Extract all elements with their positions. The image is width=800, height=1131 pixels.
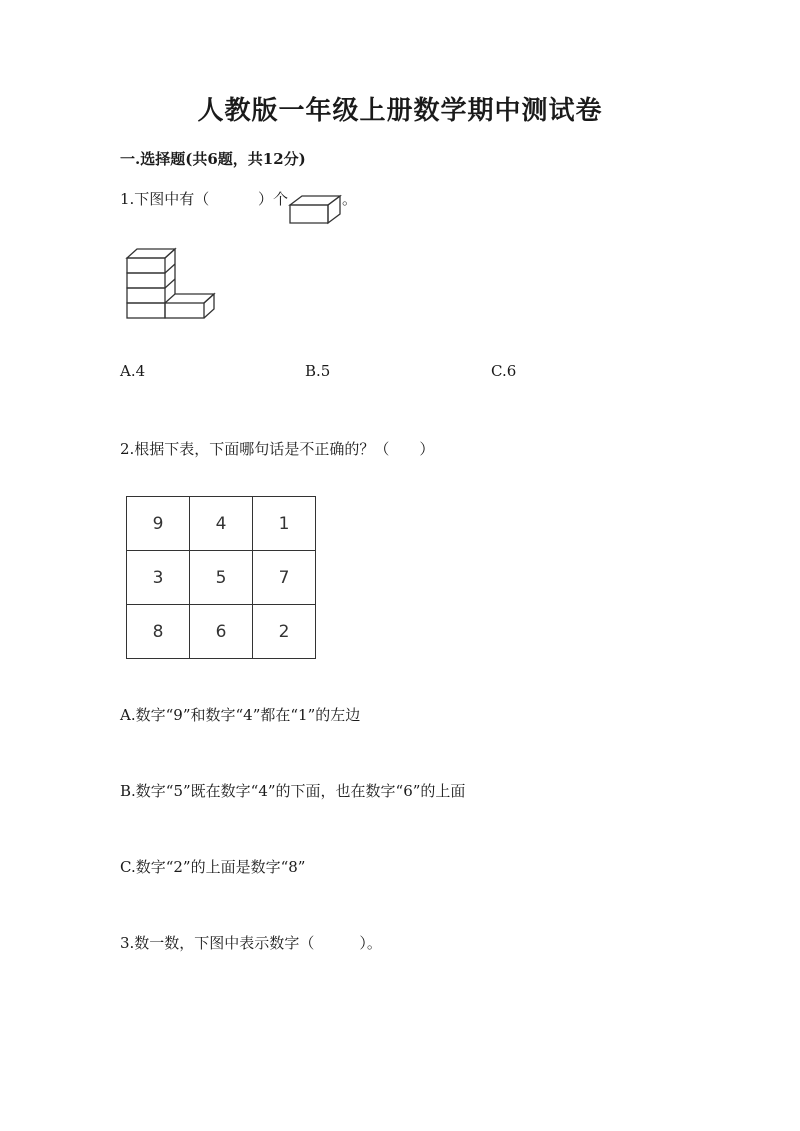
question-2-option-b[interactable]: B.数字“5”既在数字“4”的下面，也在数字“6”的上面 (120, 782, 466, 800)
grid-row (127, 551, 316, 605)
question-1-option-a[interactable]: A.4 (120, 362, 146, 380)
grid-cell: 8 (127, 605, 190, 659)
cuboid-icon (288, 191, 344, 225)
grid-cell: 6 (190, 605, 253, 659)
grid-cell: 2 (253, 605, 316, 659)
page-title: 人教版一年级上册数学期中测试卷 (197, 96, 603, 126)
grid-row (127, 497, 316, 551)
question-1-option-c[interactable]: C.6 (491, 362, 517, 380)
question-2-option-a[interactable]: A.数字“9”和数字“4”都在“1”的左边 (120, 706, 361, 724)
question-3-text: 3.数一数，下图中表示数字（ ）。 (120, 934, 382, 952)
stacked-cuboids-figure (124, 246, 218, 320)
question-1-suffix: 。 (342, 190, 358, 208)
number-grid (126, 496, 316, 659)
question-1-prefix: 1.下图中有（ (120, 190, 210, 208)
question-2-option-c[interactable]: C.数字“2”的上面是数字“8” (120, 858, 306, 876)
grid-cell: 9 (127, 497, 190, 551)
question-1-middle: ）个 (258, 190, 289, 208)
question-2-text: 2.根据下表，下面哪句话是不正确的？（ ） (120, 440, 435, 458)
grid-cell: 5 (190, 551, 253, 605)
grid-cell: 1 (253, 497, 316, 551)
grid-cell: 7 (253, 551, 316, 605)
grid-row (127, 605, 316, 659)
grid-cell: 3 (127, 551, 190, 605)
section-heading: 一.选择题(共6题，共12分) (120, 150, 306, 168)
question-1-option-b[interactable]: B.5 (305, 362, 331, 380)
grid-cell: 4 (190, 497, 253, 551)
